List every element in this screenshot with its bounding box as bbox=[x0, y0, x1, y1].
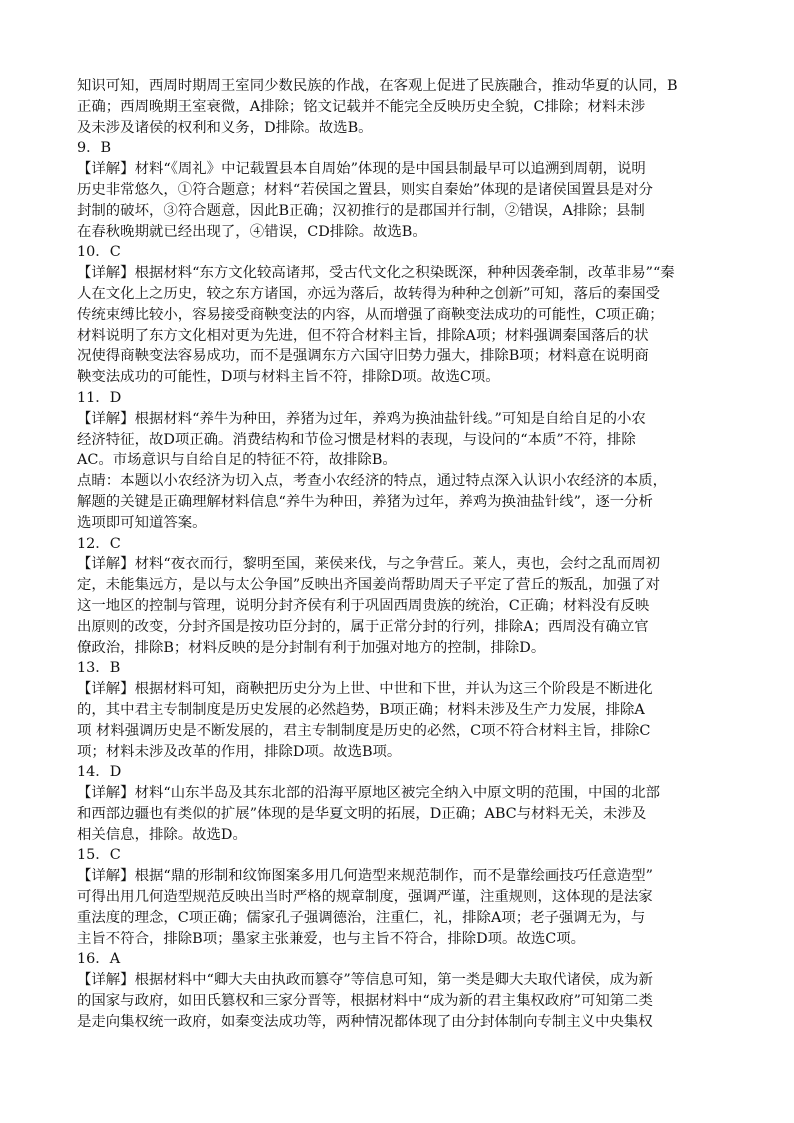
text-line: 【详解】根据“鼎的形制和纹饰图案多用几何造型来规范制作，而不是靠绘画技巧任意造型” bbox=[77, 868, 653, 885]
text-line: 的，其中君主专制制度是历史发展的必然趋势，B项正确；材料未涉及生产力发展，排除A bbox=[77, 701, 645, 718]
text-line: 是走向集权统一政府，如秦变法成功等，两种情况都体现了由分封体制向专制主义中央集权 bbox=[77, 1013, 653, 1030]
text-line: 【详解】材料“夜衣而行，黎明至国，莱侯来伐，与之争营丘。莱人，夷也，会纣之乱而周初 bbox=[77, 556, 660, 573]
text-line: 僚政治，排除B；材料反映的是分封制有利于加强对地方的控制，排除D。 bbox=[77, 639, 546, 656]
text-line: 【详解】根据材料可知，商鞅把历史分为上世、中世和下世，并认为这三个阶段是不断进化 bbox=[77, 681, 653, 698]
text-line: 正确；西周晚期王室衰微，A排除；铭文记载并不能完全反映历史全貌，C排除；材料未涉 bbox=[77, 98, 646, 115]
text-line: 封制的破坏，③符合题意，因此B正确；汉初推行的是郡国并行制，②错误，A排除；县制 bbox=[77, 202, 645, 219]
text-line: AC。市场意识与自给自足的特征不符，故排除B。 bbox=[77, 452, 397, 469]
text-line: 项；材料未涉及改革的作用，排除D项。故选B项。 bbox=[77, 743, 402, 760]
text-line: 选项即可知道答案。 bbox=[77, 514, 207, 531]
text-line: 在春秋晚期就已经出现了，④错误，CD排除。故选B。 bbox=[77, 223, 427, 240]
text-line: 人在文化上之历史，较之东方诸国，亦远为落后，故转得为种种之创新”可知，落后的秦国受 bbox=[77, 285, 660, 302]
text-line: 和西部边疆也有类似的扩展”体现的是华夏文明的拓展，D正确；ABC与材料无关，未涉及 bbox=[77, 805, 647, 822]
text-line: 及未涉及诸侯的权利和义务，D排除。故选B。 bbox=[77, 119, 373, 136]
text-line: 相关信息，排除。故选D。 bbox=[77, 826, 247, 843]
text-line: 13．B bbox=[77, 660, 121, 677]
text-line: 12．C bbox=[77, 535, 121, 552]
text-line: 鞅变法成功的可能性，D项与材料主旨不符，排除D项。故选C项。 bbox=[77, 369, 500, 386]
text-line: 项 材料强调历史是不断发展的，君主专制制度是历史的必然，C项不符合材料主旨，排除C bbox=[77, 722, 651, 739]
text-line: 15．C bbox=[77, 847, 121, 864]
text-line: 况使得商鞅变法容易成功，而不是强调东方六国守旧势力强大，排除B项；材料意在说明商 bbox=[77, 348, 649, 365]
text-line: 知识可知，西周时期周王室同少数民族的作战，在客观上促进了民族融合，推动华夏的认同，B bbox=[77, 78, 678, 94]
text-line: 出原则的改变，分封齐国是按功臣分封的，属于正常分封的行列，排除A；西周没有确立官 bbox=[77, 618, 649, 635]
text-line: 的国家与政府，如田氏篡权和三家分晋等，根据材料中“成为新的君主集权政府”可知第二类 bbox=[77, 993, 653, 1010]
text-line: 【详解】材料“《周礼》中记载置县本自周始”体现的是中国县制最早可以追溯到周朝，说明 bbox=[77, 161, 646, 178]
text-line: 重法度的理念，C项正确；儒家孔子强调德治，注重仁，礼，排除A项；老子强调无为，与 bbox=[77, 909, 646, 926]
text-line: 9．B bbox=[77, 140, 112, 157]
text-line: 主旨不符合，排除B项；墨家主张兼爱，也与主旨不符合，排除D项。故选C项。 bbox=[77, 930, 586, 947]
text-line: 经济特征，故D项正确。消费结构和节俭习惯是材料的表现，与设问的“本质”不符，排除 bbox=[77, 431, 636, 448]
text-line: 可得出用几何造型规范反映出当时严格的规章制度，强调严谨，注重规则，这体现的是法家 bbox=[77, 889, 653, 906]
text-line: 历史非常悠久，①符合题意；材料“若侯国之置县，则实自秦始”体现的是诸侯国置县是对分 bbox=[77, 181, 653, 198]
text-line: 10．C bbox=[77, 244, 121, 261]
text-line: 【详解】根据材料“东方文化较高诸邦，受古代文化之积染既深，种种因袭牵制，改革非易”“秦 bbox=[77, 265, 675, 282]
text-line: 11．D bbox=[77, 389, 122, 406]
text-line: 定，未能集远方，是以与太公争国”反映出齐国姜尚帮助周天子平定了营丘的叛乱，加强了对 bbox=[77, 577, 660, 594]
text-line: 材料说明了东方文化相对更为先进，但不符合材料主旨，排除A项；材料强调秦国落后的状 bbox=[77, 327, 649, 344]
text-line: 16．A bbox=[77, 951, 121, 968]
text-line: 【详解】根据材料中“卿大夫由执政而篡夺”等信息可知，第一类是卿大夫取代诸侯，成为新 bbox=[77, 972, 653, 989]
document-page bbox=[77, 76, 740, 1033]
text-line: 传统束缚比较小，容易接受商鞅变法的内容，从而增强了商鞅变法成功的可能性，C项正确； bbox=[77, 306, 664, 323]
text-line: 解题的关键是正确理解材料信息“养牛为种田，养猪为过年，养鸡为换油盐针线”，逐一分析 bbox=[77, 493, 653, 510]
text-line: 这一地区的控制与管理，说明分封齐侯有利于巩固西周贵族的统治，C正确；材料没有反映 bbox=[77, 597, 650, 614]
text-line: 点睛：本题以小农经济为切入点，考查小农经济的特点，通过特点深入认识小农经济的本质， bbox=[77, 473, 668, 490]
text-line: 【详解】根据材料“养牛为种田，养猪为过年，养鸡为换油盐针线。”可知是自给自足的小农 bbox=[77, 410, 646, 427]
text-line: 【详解】材料“山东半岛及其东北部的沿海平原地区被完全纳入中原文明的范围，中国的北部 bbox=[77, 785, 660, 802]
text-line: 14．D bbox=[77, 764, 122, 781]
